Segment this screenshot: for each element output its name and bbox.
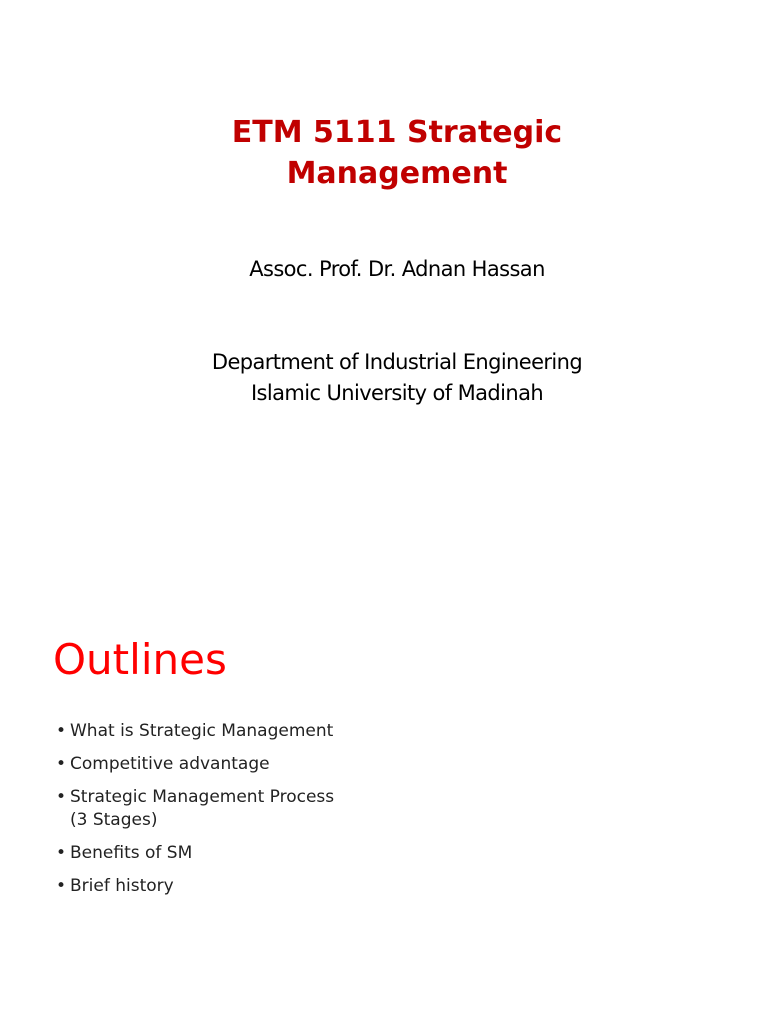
department-name: Department of Industrial Engineering [211,350,583,374]
outline-slide [0,512,768,1024]
bullet-icon: • [56,843,67,863]
list-item [56,842,416,865]
list-item-text-continued: (3 Stages) [70,810,158,830]
list-item [56,875,416,898]
bullet-icon: • [56,876,67,896]
list-item [56,786,416,832]
list-item [56,720,416,743]
affiliation [0,347,768,409]
slide-title-line-1: ETM 5111 Strategic [231,115,563,150]
list-item [56,753,416,776]
bullet-icon: • [56,787,67,807]
outline-list [56,720,416,908]
slide-title [0,112,768,194]
list-item-text: What is Strategic Management [70,721,334,741]
presenter-name: Assoc. Prof. Dr. Adnan Hassan [249,257,545,281]
bullet-icon: • [56,754,67,774]
list-item-text: Strategic Management Process [70,787,335,807]
slide-title-line-2: Management [286,156,508,191]
bullet-icon: • [56,721,67,741]
list-item-text: Competitive advantage [70,754,270,774]
list-item-text: Benefits of SM [70,843,193,863]
university-name: Islamic University of Madinah [250,381,544,405]
list-item-text: Brief history [70,876,174,896]
outline-heading: Outlines [53,635,227,684]
